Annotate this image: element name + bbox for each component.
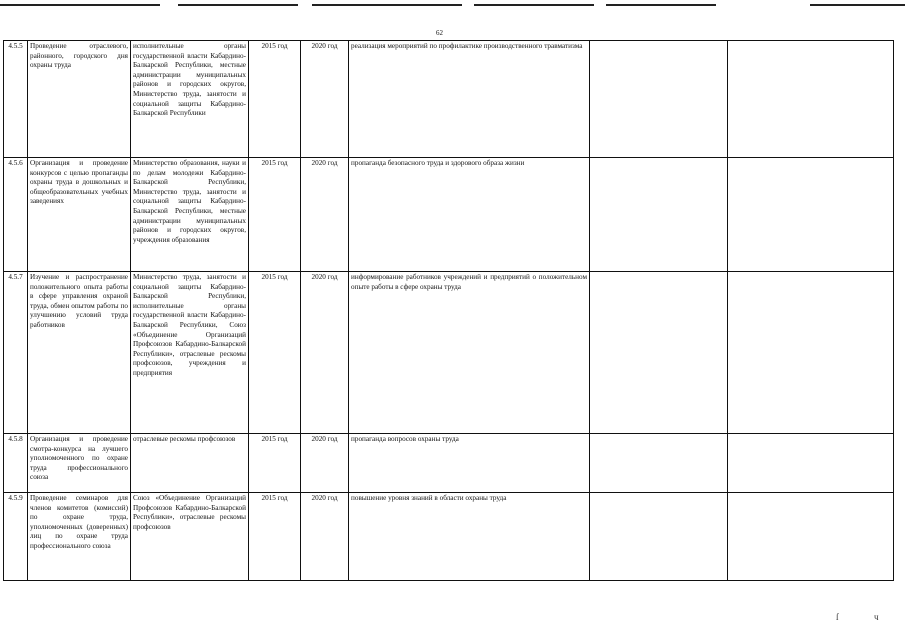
row-number: 4.5.6 bbox=[4, 158, 28, 272]
start-year-cell: 2015 год bbox=[249, 434, 301, 493]
extra-cell bbox=[590, 158, 728, 272]
activity-cell: Проведение отраслевого, районного, городского дня охраны труда bbox=[28, 41, 131, 158]
margin-mark: ч bbox=[874, 612, 879, 622]
table-row bbox=[4, 41, 894, 158]
activity-cell: Организация и проведение конкурсов с целью пропаганды охраны труда в дошкольных и общеобразовательных учебных заведениях bbox=[28, 158, 131, 272]
row-number: 4.5.5 bbox=[4, 41, 28, 158]
start-year-cell: 2015 год bbox=[249, 41, 301, 158]
executor-cell: Министерство труда, занятости и социальной защиты Кабардино-Балкарской Республики, исполнительные органы государственной власти Кабардино-Балкарской Республики, Союз «Объединение Организаций Профсоюзов Кабардино-Балкарской Республики», отраслевые рескомы профсоюзов, учреждения и предприятия bbox=[131, 272, 249, 434]
top-rule bbox=[474, 4, 594, 6]
start-year-cell: 2015 год bbox=[249, 493, 301, 581]
extra-cell bbox=[728, 41, 894, 158]
end-year-cell: 2020 год bbox=[301, 41, 349, 158]
end-year-cell: 2020 год bbox=[301, 493, 349, 581]
row-number: 4.5.7 bbox=[4, 272, 28, 434]
extra-cell bbox=[728, 434, 894, 493]
start-year-cell: 2015 год bbox=[249, 158, 301, 272]
extra-cell bbox=[728, 272, 894, 434]
end-year-cell: 2020 год bbox=[301, 272, 349, 434]
table-row bbox=[4, 272, 894, 434]
result-cell: реализация мероприятий по профилактике производственного травматизма bbox=[349, 41, 590, 158]
extra-cell bbox=[728, 158, 894, 272]
extra-cell bbox=[590, 493, 728, 581]
result-cell: повышение уровня знаний в области охраны труда bbox=[349, 493, 590, 581]
margin-mark: ſ bbox=[836, 612, 839, 622]
table-row bbox=[4, 434, 894, 493]
extra-cell bbox=[590, 41, 728, 158]
top-rule bbox=[810, 4, 905, 6]
activity-cell: Организация и проведение смотра-конкурса на лучшего уполномоченного по охране труда профессионального союза bbox=[28, 434, 131, 493]
extra-cell bbox=[590, 272, 728, 434]
executor-cell: исполнительные органы государственной власти Кабардино-Балкарской Республики, местные администрации муниципальных районов и городских округов, Министерство труда, занятости и социальной защиты Кабардино-Балкарской Республики bbox=[131, 41, 249, 158]
activity-cell: Изучение и распространение положительного опыта работы в сфере управления охраной труда, обмен опытом работы по улучшению условий труда работников bbox=[28, 272, 131, 434]
page-number: 62 bbox=[436, 29, 443, 37]
row-number: 4.5.9 bbox=[4, 493, 28, 581]
table-row bbox=[4, 158, 894, 272]
executor-cell: Союз «Объединение Организаций Профсоюзов Кабардино-Балкарской Республики», отраслевые рескомы профсоюзов bbox=[131, 493, 249, 581]
extra-cell bbox=[728, 493, 894, 581]
top-rule bbox=[0, 4, 160, 6]
top-rule bbox=[606, 4, 716, 6]
table-row bbox=[4, 493, 894, 581]
measures-table bbox=[3, 40, 894, 581]
end-year-cell: 2020 год bbox=[301, 158, 349, 272]
activity-cell: Проведение семинаров для членов комитетов (комиссий) по охране труда, уполномоченных (доверенных) лиц по охране труда профессионального союза bbox=[28, 493, 131, 581]
row-number: 4.5.8 bbox=[4, 434, 28, 493]
extra-cell bbox=[590, 434, 728, 493]
result-cell: пропаганда безопасного труда и здорового образа жизни bbox=[349, 158, 590, 272]
executor-cell: Министерство образования, науки и по делам молодежи Кабардино-Балкарской Республики, Министерство труда, занятости и социальной защиты Кабардино-Балкарской Республики, местные администрации муниципальных районов и городских округов, учреждения образования bbox=[131, 158, 249, 272]
end-year-cell: 2020 год bbox=[301, 434, 349, 493]
top-rule bbox=[178, 4, 298, 6]
top-rule bbox=[312, 4, 462, 6]
executor-cell: отраслевые рескомы профсоюзов bbox=[131, 434, 249, 493]
start-year-cell: 2015 год bbox=[249, 272, 301, 434]
result-cell: пропаганда вопросов охраны труда bbox=[349, 434, 590, 493]
result-cell: информирование работников учреждений и предприятий о положительном опыте работы в сфере охраны труда bbox=[349, 272, 590, 434]
